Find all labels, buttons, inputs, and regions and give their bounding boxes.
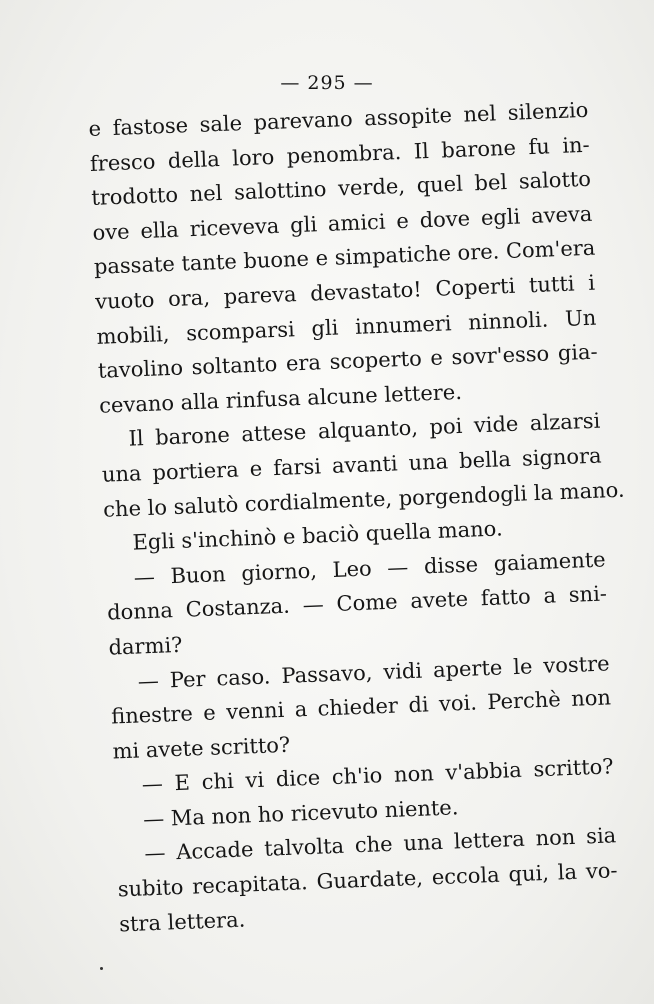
text-line: mi avete scritto? bbox=[112, 732, 291, 764]
text-line: vuoto ora, pareva devastato! Coperti tutti i bbox=[94, 270, 596, 314]
text-line: trodotto nel salottino verde, quel bel salotto bbox=[90, 166, 592, 211]
text-line: finestre e venni a chieder di voi. Perchè non bbox=[110, 685, 612, 729]
page-number: — 295 — bbox=[280, 72, 374, 94]
text-line: che lo salutò cordialmente, porgendogli la mano. bbox=[102, 477, 625, 522]
paper-speck bbox=[100, 967, 103, 970]
text-line: ove ella riceveva gli amici e dove egli aveva bbox=[92, 201, 593, 245]
text-line: fresco della loro penombra. Il barone fu in- bbox=[89, 132, 591, 176]
text-line: darmi? bbox=[108, 632, 183, 660]
text-line: — Per caso. Passavo, vidi aperte le vostre bbox=[137, 650, 610, 693]
text-line: — Ma non ho ricevuto niente. bbox=[142, 795, 459, 832]
text-line: Egli s'inchinò e baciò quella mano. bbox=[132, 516, 504, 555]
text-line: passate tante buone e simpatiche ore. Com'era bbox=[93, 236, 596, 280]
text-line: mobili, scomparsi gli innumeri ninnoli. Un bbox=[96, 305, 597, 349]
text-line: subito recapitata. Guardate, eccola qui, la vo- bbox=[117, 858, 618, 902]
text-line: tavolino soltanto era scoperto e sovr'esso gia- bbox=[97, 339, 599, 383]
text-line: donna Costanza. — Come avete fatto a sni- bbox=[106, 581, 608, 625]
text-line: — Accade talvolta che una lettera non sia bbox=[144, 823, 617, 866]
text-line: Il barone attese alquanto, poi vide alzarsi bbox=[128, 408, 601, 452]
text-line: una portiera e farsi avanti una bella signora bbox=[101, 443, 603, 487]
text-line: stra lettera. bbox=[118, 907, 246, 937]
text-line: e fastose sale parevano assopite nel silenzio bbox=[88, 97, 589, 141]
text-line: cevano alla rinfusa alcune lettere. bbox=[98, 379, 463, 418]
text-line: — Buon giorno, Leo — disse gaiamente bbox=[133, 547, 607, 590]
text-line: — E chi vi dice ch'io non v'abbia scritto? bbox=[141, 754, 614, 797]
body-text bbox=[88, 93, 625, 942]
